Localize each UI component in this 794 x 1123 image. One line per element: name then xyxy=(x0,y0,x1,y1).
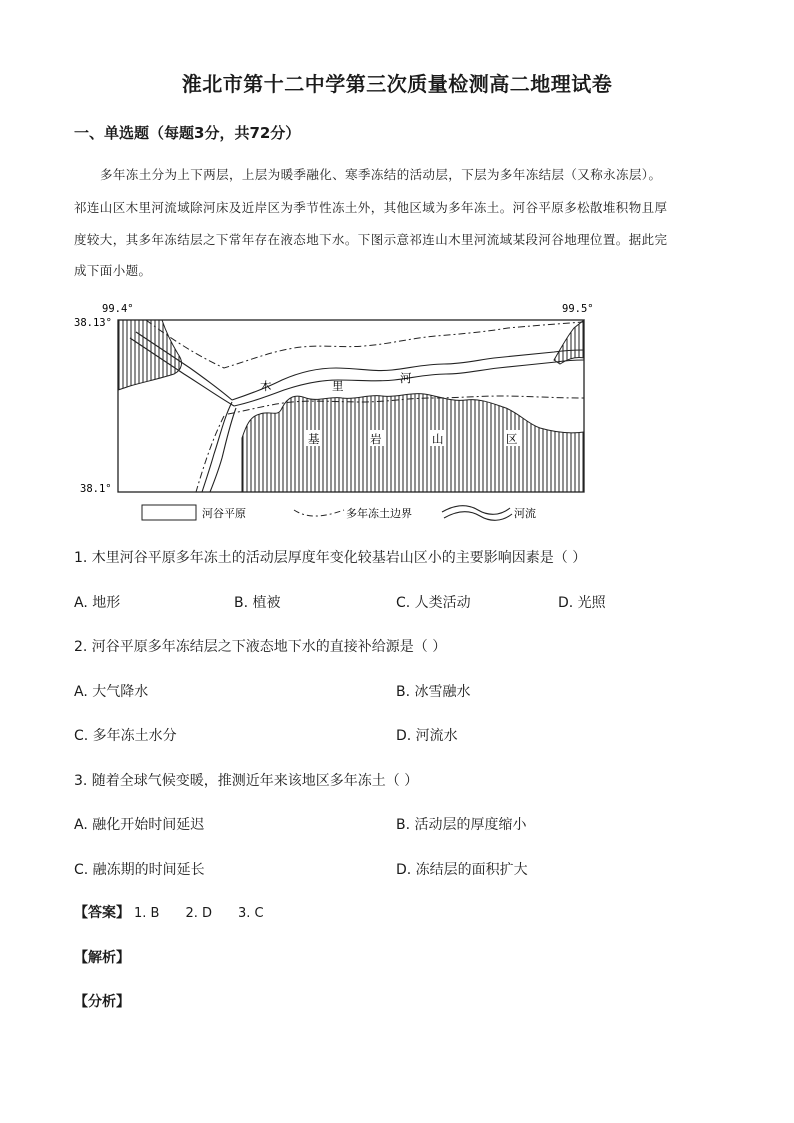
question-3-stem: 3. 随着全球气候变暖，推测近年来该地区多年冻土（ ） xyxy=(74,773,419,789)
q2-option-a[interactable]: A. 大气降水 xyxy=(74,684,149,700)
q1-option-d[interactable]: D. 光照 xyxy=(558,595,606,611)
question-2-stem: 2. 河谷平原多年冻结层之下液态地下水的直接补给源是（ ） xyxy=(74,639,447,655)
passage-line-3: 度较大，其多年冻结层之下常年存在液态地下水。下图示意祁连山木里河流域某段河谷地理位置。据此完 xyxy=(74,232,668,247)
lat-bottom-label: 38.1° xyxy=(80,483,112,495)
legend-plain-label: 河谷平原 xyxy=(202,507,246,520)
lon-left-label: 99.4° xyxy=(102,303,134,315)
q3-option-d[interactable]: D. 冻结层的面积扩大 xyxy=(396,862,528,878)
answer-value-3: 3. C xyxy=(238,906,264,921)
legend-river-label: 河流 xyxy=(514,507,536,520)
bedrock-label-char-1: 基 xyxy=(308,432,320,446)
question-1-stem: 1. 木里河谷平原多年冻土的活动层厚度年变化较基岩山区小的主要影响因素是（ ） xyxy=(74,550,587,566)
legend-permafrost-label: 多年冻土边界 xyxy=(346,507,412,520)
answer-label: 【答案】 xyxy=(74,905,130,921)
bedrock-label-char-2: 岩 xyxy=(370,432,382,446)
answer-value-2: 2. D xyxy=(185,906,213,921)
q3-option-a[interactable]: A. 融化开始时间延迟 xyxy=(74,817,205,833)
river-valley-map xyxy=(74,298,604,528)
fenxi-label: 【分析】 xyxy=(74,994,130,1010)
lat-top-label: 38.13° xyxy=(74,317,112,329)
passage-line-2: 祁连山区木里河流域除河床及近岸区为季节性冻土外，其他区域为多年冻土。河谷平原多松散堆积物且厚 xyxy=(74,200,668,215)
passage-line-4: 成下面小题。 xyxy=(74,263,152,278)
section-heading: 一、单选题（每题3分，共72分） xyxy=(74,124,301,142)
river-label-char-3: 河 xyxy=(400,371,412,385)
legend-plain-swatch xyxy=(142,505,196,520)
river-label-char-1: 木 xyxy=(260,379,272,393)
passage-line-1: 多年冻土分为上下两层，上层为暖季融化、寒季冻结的活动层，下层为多年冻结层（又称永冻层）。 xyxy=(100,167,662,182)
q3-option-b[interactable]: B. 活动层的厚度缩小 xyxy=(396,817,527,833)
answer-value-1: 1. B xyxy=(134,906,160,921)
analysis-label: 【解析】 xyxy=(74,950,130,966)
answer-line xyxy=(74,902,264,922)
q2-option-d[interactable]: D. 河流水 xyxy=(396,728,458,744)
legend-permafrost-swatch xyxy=(294,510,344,516)
bedrock-label-char-3: 山 xyxy=(432,432,444,446)
lon-right-label: 99.5° xyxy=(562,303,594,315)
river-label-char-2: 里 xyxy=(332,379,344,393)
q1-option-b[interactable]: B. 植被 xyxy=(234,595,281,611)
q1-option-c[interactable]: C. 人类活动 xyxy=(396,595,471,611)
exam-title: 淮北市第十二中学第三次质量检测高二地理试卷 xyxy=(181,72,613,96)
q2-option-b[interactable]: B. 冰雪融水 xyxy=(396,684,471,700)
q1-option-a[interactable]: A. 地形 xyxy=(74,595,121,611)
bedrock-label-char-4: 区 xyxy=(506,432,518,446)
q3-option-c[interactable]: C. 融冻期的时间延长 xyxy=(74,862,205,878)
q2-option-c[interactable]: C. 多年冻土水分 xyxy=(74,728,177,744)
legend-river-swatch xyxy=(442,506,510,515)
